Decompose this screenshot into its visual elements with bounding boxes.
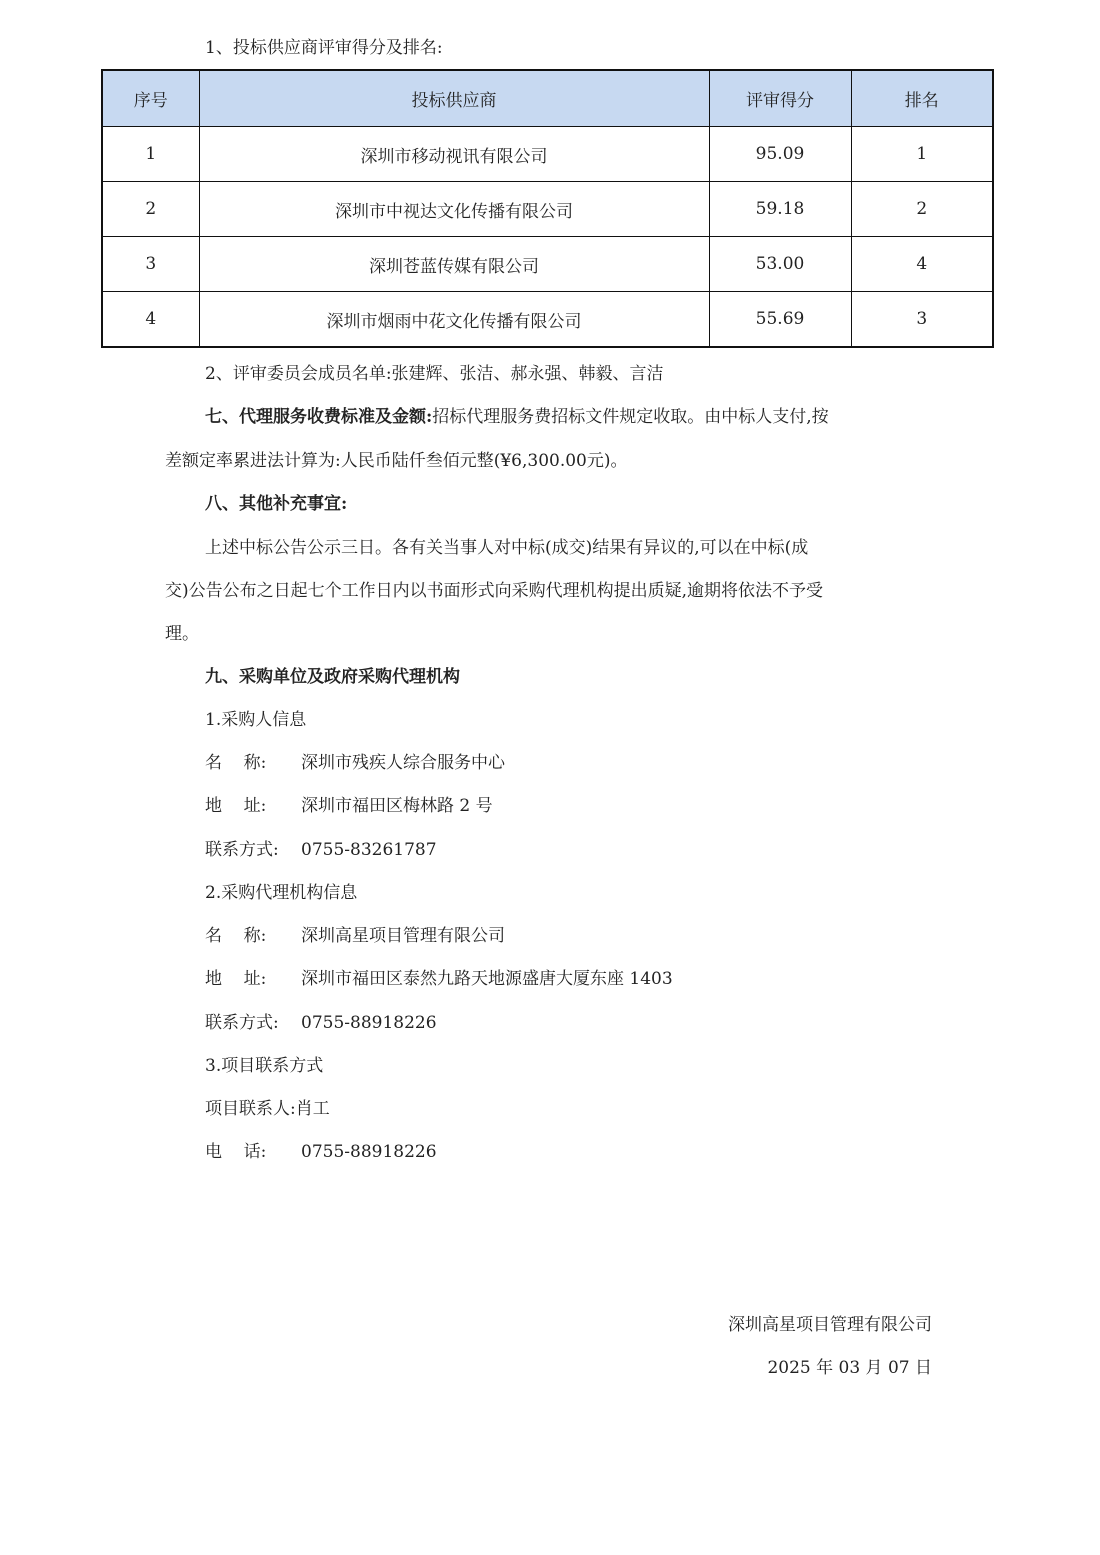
score-section-heading: 1、投标供应商评审得分及排名: xyxy=(205,38,443,58)
table-header-row xyxy=(102,70,993,127)
row-no: 2 xyxy=(102,182,199,237)
agency-address-label: 地 址: xyxy=(205,969,267,989)
table-row xyxy=(102,182,993,237)
agency-contact-label: 联系方式: xyxy=(205,1013,279,1033)
section7-text-line1: 招标代理服务费招标文件规定收取。由中标人支付,按 xyxy=(432,407,829,427)
row-rank: 2 xyxy=(851,182,993,237)
row-supplier: 深圳市中视达文化传播有限公司 xyxy=(199,182,709,237)
row-supplier: 深圳市移动视讯有限公司 xyxy=(199,127,709,182)
row-score: 53.00 xyxy=(709,237,851,292)
row-no: 3 xyxy=(102,237,199,292)
purchaser-name-label: 名 称: xyxy=(205,753,267,773)
table-row xyxy=(102,237,993,292)
section7-title: 七、代理服务收费标准及金额: xyxy=(205,407,433,427)
project-heading: 3.项目联系方式 xyxy=(205,1056,324,1076)
project-person-label: 项目联系人: xyxy=(205,1099,296,1119)
purchaser-contact-line xyxy=(205,838,437,862)
section8-text-line3: 理。 xyxy=(165,624,199,644)
row-score: 55.69 xyxy=(709,292,851,348)
row-score: 59.18 xyxy=(709,182,851,237)
row-supplier: 深圳苍蓝传媒有限公司 xyxy=(199,237,709,292)
purchaser-heading: 1.采购人信息 xyxy=(205,710,307,730)
table-row xyxy=(102,292,993,348)
header-rank: 排名 xyxy=(851,70,993,127)
section7-paragraph xyxy=(205,405,829,429)
agency-name-label: 名 称: xyxy=(205,926,267,946)
row-rank: 4 xyxy=(851,237,993,292)
row-score: 95.09 xyxy=(709,127,851,182)
purchaser-name: 深圳市残疾人综合服务中心 xyxy=(301,753,505,773)
purchaser-address-line xyxy=(205,794,493,818)
row-no: 1 xyxy=(102,127,199,182)
project-person: 肖工 xyxy=(295,1099,330,1119)
agency-contact: 0755-88918226 xyxy=(301,1013,437,1033)
project-phone: 0755-88918226 xyxy=(301,1142,437,1162)
section8-title: 八、其他补充事宜: xyxy=(205,494,348,514)
section9-title: 九、采购单位及政府采购代理机构 xyxy=(205,667,460,687)
purchaser-address: 深圳市福田区梅林路 2 号 xyxy=(301,796,493,816)
row-rank: 1 xyxy=(851,127,993,182)
signature-date: 2025 年 03 月 07 日 xyxy=(767,1358,932,1378)
signature-company: 深圳高星项目管理有限公司 xyxy=(728,1315,932,1335)
agency-heading: 2.采购代理机构信息 xyxy=(205,883,358,903)
project-phone-line xyxy=(205,1140,437,1164)
purchaser-contact: 0755-83261787 xyxy=(301,840,437,860)
committee-members: 2、评审委员会成员名单:张建辉、张洁、郝永强、韩毅、言洁 xyxy=(205,364,664,384)
header-supplier: 投标供应商 xyxy=(199,70,709,127)
agency-address-line xyxy=(205,967,673,991)
agency-name: 深圳高星项目管理有限公司 xyxy=(301,926,505,946)
table-row xyxy=(102,127,993,182)
agency-contact-line xyxy=(205,1011,437,1035)
purchaser-address-label: 地 址: xyxy=(205,796,267,816)
row-supplier: 深圳市烟雨中花文化传播有限公司 xyxy=(199,292,709,348)
purchaser-contact-label: 联系方式: xyxy=(205,840,279,860)
project-phone-label: 电 话: xyxy=(205,1142,267,1162)
score-table xyxy=(101,69,994,348)
header-no: 序号 xyxy=(102,70,199,127)
row-no: 4 xyxy=(102,292,199,348)
section7-text-line2: 差额定率累进法计算为:人民币陆仟叁佰元整(¥6,300.00元)。 xyxy=(165,451,628,471)
project-person-line xyxy=(205,1097,330,1121)
purchaser-name-line xyxy=(205,751,505,775)
row-rank: 3 xyxy=(851,292,993,348)
header-score: 评审得分 xyxy=(709,70,851,127)
section8-text-line2: 交)公告公布之日起七个工作日内以书面形式向采购代理机构提出质疑,逾期将依法不予受 xyxy=(165,581,824,601)
agency-address: 深圳市福田区泰然九路天地源盛唐大厦东座 1403 xyxy=(301,969,673,989)
agency-name-line xyxy=(205,924,505,948)
section8-text-line1: 上述中标公告公示三日。各有关当事人对中标(成交)结果有异议的,可以在中标(成 xyxy=(205,538,809,558)
